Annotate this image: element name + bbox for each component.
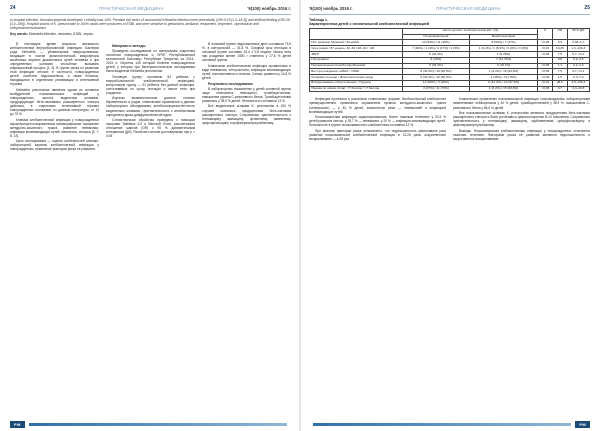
table-cell: Кесарево сечение / Физиологические роды [310,75,403,81]
left-column-1 [10,42,99,153]
paragraph: В лабораторных показателях у детей основной группы чаще отмечались лейкоцитоз, тромбоцитопения, повышение уровня С-реактивного белка. Тромбоцитопения развилась у 38,9 % детей. Летальность составила 13 %. [202,86,291,103]
table-cell: 3,7 [553,86,568,92]
right-issue-label: '9(100) ноябрь 2016 г. [309,5,353,11]
table-cell: 3,9–196,4 [567,80,589,86]
left-journal-title: ПРАКТИЧЕСКАЯ МЕДИЦИНА [99,5,164,11]
table-row [310,86,590,92]
keywords-text: Klebsiella infection, neonates, ESBL, sepsis. [28,31,94,36]
methods-heading: Материал и методы [112,43,146,48]
table-cell: 1,3–126,3 [567,46,589,52]
paragraph: Статистическая обработка проведена с помощью программ Statistica 6.0 и Microsoft Excel, рассчитывали отношение шансов (OR) с 95 % доверительным интервалом (ДИ). Различия считали достоверными при р < 0,05. [106,118,195,139]
paragraph: Клинические проявления нозокомиальной инфекции сопровождались лабораторными изменениями: лейкоцитозом у 40 % детей, тромбоцитопенией у 38,9 %, повышением С-реактивного белка у 66,6 % детей. [453,97,590,110]
table-cell: 3 (18,7%) [469,63,538,69]
table-cell: ЗВУР [310,51,403,57]
abstract-english: in-hospital infection, thrombocytopenia developed. Lethality was 13%. Prenatal risk factor of nosocomial Klebsiella infection were prematurity (OR=5.15 [1.3–18.3]) and artificial feeding (OR=28 [3.9–196]). Hospital strains of K. pneumoniae in 100% cases were producers of ESBL and were sensitive to gentamicin, amikacin, ertapenem, imipenem, ciprofloxacin and cefoperazone/sulbactam. [10,18,290,31]
table-cell: 12 (80%) / 3 (20%) [403,80,470,86]
table-cell: >0,05 [538,51,553,57]
table-cell: 5 (33,3%) / 10 (66,6%) [403,69,470,75]
table-cell: >0,05 [538,86,553,92]
paragraph: Все нозокомиальные штаммы K. pneumoniae являлись продуцентами бета-лактамаз расширенного спектра и были устойчивы к цефалоспоринам III–IV поколения. Сохранялась чувствительность к гентамицину, амикацину, карбапенемам, ципрофлоксацину и цефоперазону/сульбактаму. [453,111,590,128]
table-cell: >0,05 [538,75,553,81]
table-cell: Срок родов <37 недель: 32–36 / 28–32 / <28 [310,46,403,52]
paragraph: Нозокомиальная инфекция характеризовалась более тяжелым течением: у 33,3 % детей развился сепсис, у 26,7 % — пневмония, у 20 % — инфекция мочевыводящих путей. Летальность в группе нозокомиального клебсиеллеза составила 13 %. [309,115,446,128]
table-cell: <0,01 [538,46,553,52]
table-cell: 13,25 [553,46,568,52]
results-heading: Результаты исследования [208,81,253,86]
paragraph: Проведено исследование по материалам отделения патологии новорожденных и ОРИТ Республиканской клинической больницы Республики Татарстан за 2014–2015 гг. Изучены 145 историй болезни новорожденных детей, у которых при бактериологическом исследовании была выделена Klebsiella pneumoniae. [106,48,195,74]
table-cell: 0,7–74,1 [567,69,589,75]
left-column-2 [106,42,195,153]
right-journal-title: ПРАКТИЧЕСКАЯ МЕДИЦИНА [436,5,501,11]
table-header-cell: 95 % ДИ [567,28,589,40]
right-page-number: 25 [584,5,590,11]
table-cell: Вскармливание: Искусственное / Грудное [310,80,403,86]
table-cell: 5 (33,3%) [403,63,470,69]
table-cell: 1 (6,25%) [469,51,538,57]
table-cell: 28,0 [553,80,568,86]
table-cell: 4 (25%) / 12 (75%) [469,75,538,81]
table-cell: 7 (43,75%) [469,57,538,63]
table-cell: 0,2–4,9 [567,63,589,69]
paragraph: Изучены анамнестические данные, течение беременности и родов, клинические проявления и данные лабораторного обследования, антибиотикорезистентность выделенных штаммов. Чувствительность к антибиотикам определяли диско-диффузионным методом. [106,96,195,117]
table-cell: 1 (6,2%) / 1 (6,6%) / 0 (0%) / 0 (0%) [469,46,538,52]
table-cell: 5 (33,3%) [403,51,470,57]
table-cell: 1,1 [553,63,568,69]
left-body-columns [10,42,291,153]
table-cell: 1,5 [553,75,568,81]
footer-bar [29,423,287,426]
table-cell: 0,2–3,5 [567,57,589,63]
table-cell: 0,3 [553,40,568,46]
paragraph: Клинически клебсиеллезная инфекция проявлялась в виде пневмонии, энтероколита, инфекции мочевыводящих путей, конъюнктивита и сепсиса. Сепсис развился у 14,8 % детей. [202,63,291,80]
left-page [0,0,299,431]
table-cell: 1 (6,2%) / 15 (93,8%) [469,86,538,92]
table-header-group: Число детей с клебсиеллезом абс. (%) [403,28,538,34]
right-column-1 [309,97,446,142]
paragraph: Выводы. Нозокомиальная клебсиеллезная инфекция у новорожденных отличается тяжелым течением. Факторами риска ее развития являются недоношенность и искусственное вскармливание. [453,128,590,141]
table-cell: 4 (27%) / 11 (73%) [403,86,470,92]
table-title: Таблица 1. [309,18,328,22]
left-column-3 [202,42,291,153]
table-caption-text: Характеристика детей с неонатальной клебсиеллезной инфекцией [309,22,430,27]
paragraph: Все выделенные штаммы K. pneumoniae в 100 % случаев оказались продуцентами бета-лактамаз расширенного спектра. Сохранялась чувствительность к гентамицину, амикацину, эртапенему, имипенему, ципрофлоксацину и цефоперазону/сульбактаму. [202,104,291,125]
right-column-2 [453,97,590,142]
paragraph: В основной группе недоношенные дети составили 75,9 %, в контрольной — 41,8 %. Средний срок гестации в основной группе составил 32,4 ± 0,6 недели. Масса тела при рождении менее 1500 г отмечена у 27,8 % детей основной группы. [202,41,291,62]
table-cell: 0,08–1,7 [567,40,589,46]
paragraph: Инфекция протекала в различных клинических формах. Внебольничный клебсиеллез преимущественно проявлялся поражением органов желудочно-кишечного тракта (энтероколит) — у 81 % детей, значительно реже — пневмонией и инфекцией мочевыводящих путей. [309,97,446,114]
table-cell: 6 (40%) [403,57,470,63]
table-cell: Вес при рождении: ≤2500 / >2500 [310,69,403,75]
footer-bar [313,423,571,426]
right-page [301,0,600,431]
table-cell: 7 (46%) / 1 (4%) / 4 (17%) / 2 (8%) [403,46,470,52]
journal-logo: PM [575,421,590,428]
table-cell: Оценка по шкале Апгар: <7 баллов / >7 баллов [310,86,403,92]
table-cell: 0,3–7,0 [567,75,589,81]
right-page-header [309,2,590,15]
paragraph: Цель исследования — оценка особенностей клинико-лабораторной картины клебсиеллезной инфекции у новорожденных, выявление факторов риска ее развития. [10,139,99,152]
table-cell: 0,8 [553,57,568,63]
table-cell: 1 (6,2%) / 15 (93,8%) [469,69,538,75]
left-page-header [10,2,291,15]
right-body-columns [309,97,590,142]
table-cell: 7,5 [553,69,568,75]
table-cell: Перинатальная гипербилирубинемия [310,63,403,69]
right-page-footer [309,420,590,429]
paragraph: В настоящее время возросла значимость клебсиеллезной внутрибольничной инфекции. Бактерии рода Klebsiella — убиквитарные микроорганизмы, входящие в состав физиологической микрофлоры кишечника, верхних дыхательных путей человека и при определенных условиях способные вызывать инфекционный процесс [1, 2]. В группе риска по развитию этой инфекции относят, в частности, новорожденных детей, особенно недоношенных, а также больных, находящихся в отделениях реанимации и интенсивной терапии. [10,41,99,87]
table-cell: 2 (12,4%) / 14 (87,6%) [469,80,538,86]
table-cell: <0,05 [538,69,553,75]
table-caption [309,18,590,27]
paragraph: Klebsiella pneumoniae является одним из основных возбудителей нозокомиальных инфекций у новорожденных, частота выделения штаммов, продуцирующих бета-лактамазы расширенного спектра действия, в отделениях интенсивной терапии новорожденных составляет, по данным литературы, от 10 до 75 %. [10,87,99,117]
table-cell: Гипотрофия [310,57,403,63]
table-header-cell: OR [553,28,568,40]
paragraph: Клиника клебсиеллезной инфекции у новорожденных характеризуется выраженным полиморфизмом: поражение желудочно-кишечного тракта, развитие пневмонии, инфекции мочевыводящих путей, менингита, сепсиса [3, 7, 8, 12]. [10,117,99,138]
table-header-cell: Нозокомиальный [403,34,470,40]
left-issue-label: '9(100) ноябрь 2016 г. [247,5,291,11]
journal-logo: PM [10,421,25,428]
table-cell: >0,05 [538,63,553,69]
table-body [310,40,590,92]
table-cell: Пол ребенка: Мужской / Женский [310,40,403,46]
table-cell: >0,05 [538,40,553,46]
table-cell: 13 (54%) / 11 (46%) [403,40,470,46]
paragraph: Основную группу составили 54 ребенка с внутрибольничной клебсиеллезной инфекцией, контрольную группу — 91 ребенок без данной инфекции, сопоставимые по сроку гестации и массе тела при рождении. [106,74,195,95]
table-header-cell: P [538,28,553,40]
table-cell: 8 (53%) / 7 (47%) [469,40,538,46]
paragraph: При анализе факторов риска установлено, что недоношенность увеличивала риск развития нозокомиальной клебсиеллезной инфекции в 13,25 раза, искусственное вскармливание — в 28 раз. [309,128,446,141]
table-cell: 7,5 [553,51,568,57]
characteristics-table [309,28,590,93]
table-cell: 0,7–74,1 [567,51,589,57]
table-header-cell [310,28,403,40]
left-page-footer [10,420,291,429]
keywords-label: Key words: [10,31,28,36]
table-cell: <0,01 [538,80,553,86]
left-page-number: 24 [10,5,16,11]
table-header-cell: Внебольничный [469,34,538,40]
keywords-line [10,32,291,36]
table-cell: 5 (33,3%) / 10 (66,6%) [403,75,470,81]
table-cell: 0,3–40,8 [567,86,589,92]
